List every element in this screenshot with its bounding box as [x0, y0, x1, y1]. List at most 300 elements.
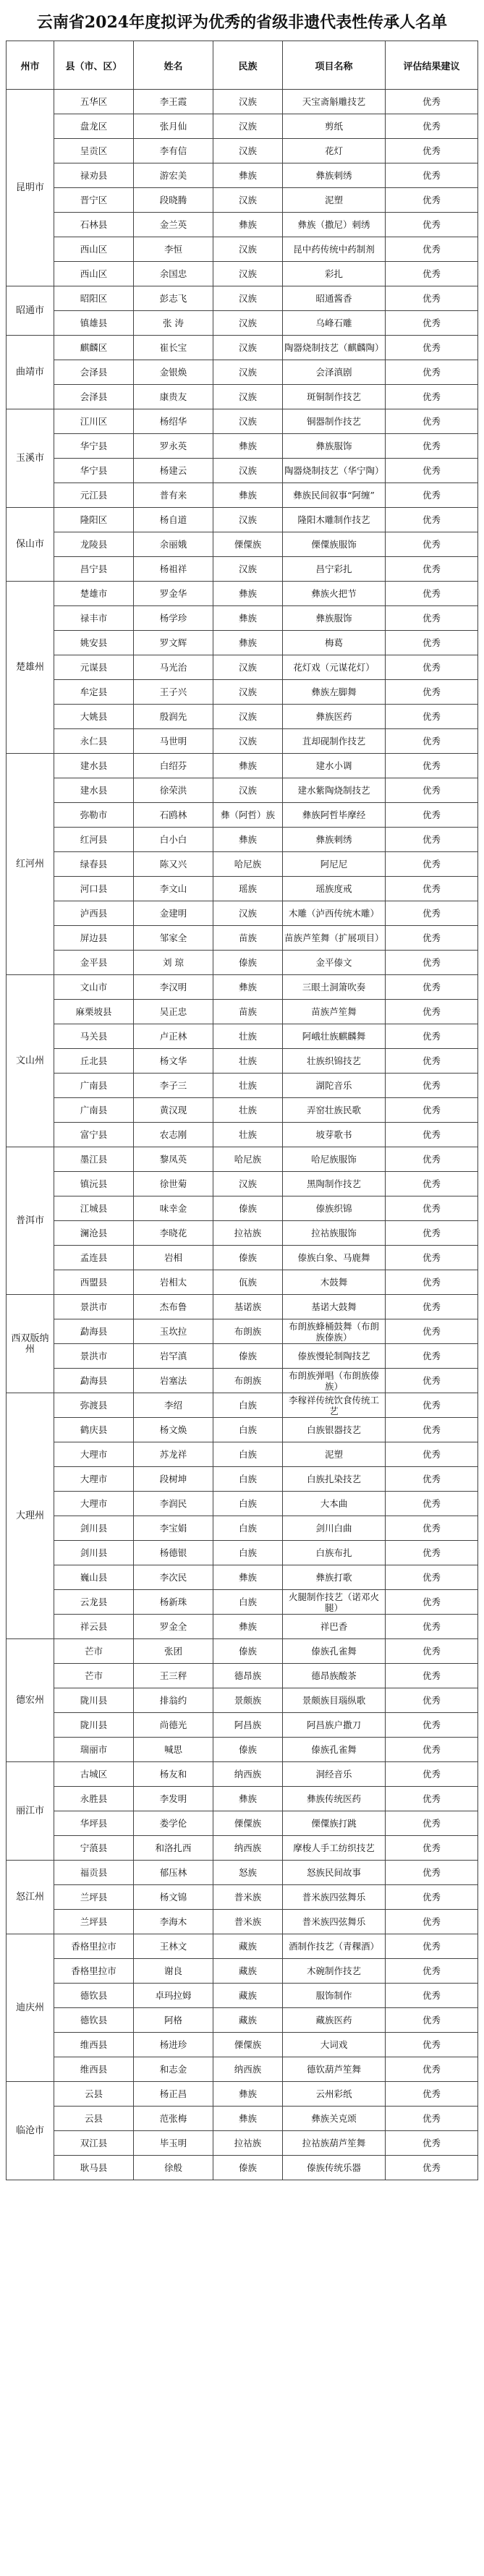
county-cell: 昌宁县 — [54, 557, 134, 582]
table-row — [7, 1098, 478, 1123]
header-ethnicity: 民族 — [213, 41, 283, 90]
project-cell: 哈尼族服饰 — [283, 1147, 386, 1172]
ethnicity-cell: 傣族 — [213, 951, 283, 975]
county-cell: 陇川县 — [54, 1713, 134, 1738]
county-cell: 华宁县 — [54, 459, 134, 483]
result-cell: 优秀 — [386, 360, 478, 385]
name-cell: 杨正昌 — [134, 2082, 213, 2107]
county-cell: 华坪县 — [54, 1811, 134, 1836]
name-cell: 杨进珍 — [134, 2033, 213, 2057]
county-cell: 建水县 — [54, 778, 134, 803]
name-cell: 张 涛 — [134, 311, 213, 336]
name-cell: 李子三 — [134, 1074, 213, 1098]
ethnicity-cell: 汉族 — [213, 262, 283, 286]
table-row — [7, 1688, 478, 1713]
name-cell: 味幸金 — [134, 1196, 213, 1221]
project-cell: 白族银器技艺 — [283, 1418, 386, 1442]
ethnicity-cell: 彝族 — [213, 975, 283, 1000]
county-cell: 红河县 — [54, 828, 134, 852]
project-cell: 梅葛 — [283, 631, 386, 655]
ethnicity-cell: 壮族 — [213, 1074, 283, 1098]
ethnicity-cell: 哈尼族 — [213, 852, 283, 877]
project-cell: 斑铜制作技艺 — [283, 385, 386, 409]
name-cell: 杨自道 — [134, 508, 213, 532]
county-cell: 瑞丽市 — [54, 1738, 134, 1762]
ethnicity-cell: 傈僳族 — [213, 532, 283, 557]
result-cell: 优秀 — [386, 483, 478, 508]
name-cell: 马世明 — [134, 729, 213, 754]
table-row — [7, 2057, 478, 2082]
table-row — [7, 1442, 478, 1467]
project-cell: 白族扎染技艺 — [283, 1467, 386, 1492]
project-cell: 普米族四弦舞乐 — [283, 1885, 386, 1910]
name-cell: 普有来 — [134, 483, 213, 508]
project-cell: 彝族服饰 — [283, 606, 386, 631]
county-cell: 文山市 — [54, 975, 134, 1000]
name-cell: 余丽娥 — [134, 532, 213, 557]
result-cell: 优秀 — [386, 951, 478, 975]
table-row — [7, 336, 478, 360]
result-cell: 优秀 — [386, 1344, 478, 1369]
table-row — [7, 508, 478, 532]
county-cell: 元谋县 — [54, 655, 134, 680]
result-cell: 优秀 — [386, 2107, 478, 2131]
ethnicity-cell: 汉族 — [213, 385, 283, 409]
result-cell: 优秀 — [386, 2033, 478, 2057]
project-cell: 彝族火把节 — [283, 582, 386, 606]
ethnicity-cell: 汉族 — [213, 286, 283, 311]
project-cell: 乌峰石雕 — [283, 311, 386, 336]
ethnicity-cell: 彝族 — [213, 1615, 283, 1639]
prefecture-cell: 德宏州 — [7, 1639, 54, 1762]
county-cell: 石林县 — [54, 213, 134, 237]
result-cell: 优秀 — [386, 1688, 478, 1713]
result-cell: 优秀 — [386, 1098, 478, 1123]
result-cell: 优秀 — [386, 778, 478, 803]
project-cell: 阿尼尼 — [283, 852, 386, 877]
table-row — [7, 532, 478, 557]
name-cell: 徐般 — [134, 2156, 213, 2180]
name-cell: 李汉明 — [134, 975, 213, 1000]
ethnicity-cell: 汉族 — [213, 311, 283, 336]
ethnicity-cell: 汉族 — [213, 237, 283, 262]
name-cell: 杨德银 — [134, 1541, 213, 1565]
county-cell: 宁蒗县 — [54, 1836, 134, 1861]
county-cell: 金平县 — [54, 951, 134, 975]
ethnicity-cell: 阿昌族 — [213, 1713, 283, 1738]
county-cell: 麻栗坡县 — [54, 1000, 134, 1024]
county-cell: 德钦县 — [54, 2008, 134, 2033]
table-header-row — [7, 41, 478, 90]
result-cell: 优秀 — [386, 1319, 478, 1344]
county-cell: 牟定县 — [54, 680, 134, 705]
project-cell: 剑川白曲 — [283, 1516, 386, 1541]
page-title: 云南省2024年度拟评为优秀的省级非遗代表性传承人名单 — [36, 13, 448, 32]
result-cell: 优秀 — [386, 655, 478, 680]
project-cell: 天宝斋斛雕技艺 — [283, 90, 386, 114]
result-cell: 优秀 — [386, 188, 478, 213]
ethnicity-cell: 藏族 — [213, 1959, 283, 1984]
ethnicity-cell: 彝族 — [213, 213, 283, 237]
ethnicity-cell: 苗族 — [213, 926, 283, 951]
ethnicity-cell: 汉族 — [213, 90, 283, 114]
result-cell: 优秀 — [386, 606, 478, 631]
ethnicity-cell: 彝族 — [213, 2107, 283, 2131]
project-cell: 铜器制作技艺 — [283, 409, 386, 434]
county-cell: 兰坪县 — [54, 1885, 134, 1910]
name-cell: 张月仙 — [134, 114, 213, 139]
prefecture-cell: 玉溪市 — [7, 409, 54, 508]
result-cell: 优秀 — [386, 557, 478, 582]
result-cell: 优秀 — [386, 1738, 478, 1762]
county-cell: 西山区 — [54, 237, 134, 262]
ethnicity-cell: 白族 — [213, 1590, 283, 1615]
result-cell: 优秀 — [386, 1024, 478, 1049]
ethnicity-cell: 白族 — [213, 1541, 283, 1565]
county-cell: 麒麟区 — [54, 336, 134, 360]
name-cell: 徐荣洪 — [134, 778, 213, 803]
table-row — [7, 1713, 478, 1738]
project-cell: 金平傣文 — [283, 951, 386, 975]
project-cell: 怒族民间故事 — [283, 1861, 386, 1885]
table-row — [7, 1762, 478, 1787]
name-cell: 李润民 — [134, 1492, 213, 1516]
ethnicity-cell: 汉族 — [213, 557, 283, 582]
result-cell: 优秀 — [386, 877, 478, 901]
county-cell: 华宁县 — [54, 434, 134, 459]
ethnicity-cell: 彝族 — [213, 483, 283, 508]
table-row — [7, 2033, 478, 2057]
ethnicity-cell: 汉族 — [213, 114, 283, 139]
county-cell: 德钦县 — [54, 1984, 134, 2008]
table-row — [7, 1811, 478, 1836]
project-cell: 彝族（撒尼）刺绣 — [283, 213, 386, 237]
project-cell: 彝族刺绣 — [283, 163, 386, 188]
ethnicity-cell: 白族 — [213, 1393, 283, 1418]
prefecture-cell: 红河州 — [7, 754, 54, 975]
name-cell: 彭志飞 — [134, 286, 213, 311]
county-cell: 鹤庆县 — [54, 1418, 134, 1442]
table-row — [7, 1270, 478, 1295]
project-cell: 火腿制作技艺（诺邓火腿） — [283, 1590, 386, 1615]
county-cell: 维西县 — [54, 2033, 134, 2057]
project-cell: 陶器烧制技艺（华宁陶） — [283, 459, 386, 483]
result-cell: 优秀 — [386, 754, 478, 778]
ethnicity-cell: 彝族 — [213, 828, 283, 852]
prefecture-cell: 保山市 — [7, 508, 54, 582]
name-cell: 刘 琼 — [134, 951, 213, 975]
name-cell: 黄汉现 — [134, 1098, 213, 1123]
table-row — [7, 1000, 478, 1024]
name-cell: 玉坎拉 — [134, 1319, 213, 1344]
county-cell: 永胜县 — [54, 1787, 134, 1811]
name-cell: 李晓花 — [134, 1221, 213, 1246]
county-cell: 楚雄市 — [54, 582, 134, 606]
table-row — [7, 286, 478, 311]
ethnicity-cell: 佤族 — [213, 1270, 283, 1295]
name-cell: 岩相 — [134, 1246, 213, 1270]
county-cell: 禄劝县 — [54, 163, 134, 188]
ethnicity-cell: 壮族 — [213, 1049, 283, 1074]
ethnicity-cell: 彝族 — [213, 754, 283, 778]
result-cell: 优秀 — [386, 1369, 478, 1393]
ethnicity-cell: 汉族 — [213, 336, 283, 360]
ethnicity-cell: 汉族 — [213, 508, 283, 532]
header-county: 县（市、区） — [54, 41, 134, 90]
name-cell: 吴正忠 — [134, 1000, 213, 1024]
county-cell: 禄丰市 — [54, 606, 134, 631]
ethnicity-cell: 壮族 — [213, 1123, 283, 1147]
result-cell: 优秀 — [386, 1590, 478, 1615]
county-cell: 大理市 — [54, 1492, 134, 1516]
name-cell: 石鸥林 — [134, 803, 213, 828]
project-cell: 彝族阿哲毕摩经 — [283, 803, 386, 828]
prefecture-cell: 曲靖市 — [7, 336, 54, 409]
project-cell: 傣族传统乐器 — [283, 2156, 386, 2180]
ethnicity-cell: 景颇族 — [213, 1688, 283, 1713]
result-cell: 优秀 — [386, 114, 478, 139]
table-row — [7, 655, 478, 680]
ethnicity-cell: 普米族 — [213, 1885, 283, 1910]
name-cell: 李恒 — [134, 237, 213, 262]
ethnicity-cell: 汉族 — [213, 680, 283, 705]
table-row — [7, 385, 478, 409]
ethnicity-cell: 白族 — [213, 1492, 283, 1516]
name-cell: 罗文辉 — [134, 631, 213, 655]
county-cell: 维西县 — [54, 2057, 134, 2082]
table-row — [7, 1565, 478, 1590]
project-cell: 摩梭人手工纺织技艺 — [283, 1836, 386, 1861]
result-cell: 优秀 — [386, 1516, 478, 1541]
name-cell: 游宏美 — [134, 163, 213, 188]
table-row — [7, 1885, 478, 1910]
prefecture-cell: 楚雄州 — [7, 582, 54, 754]
table-row — [7, 975, 478, 1000]
county-cell: 龙陵县 — [54, 532, 134, 557]
ethnicity-cell: 傣族 — [213, 1246, 283, 1270]
result-cell: 优秀 — [386, 532, 478, 557]
project-cell: 彝族左脚舞 — [283, 680, 386, 705]
project-cell: 大本曲 — [283, 1492, 386, 1516]
table-row — [7, 2156, 478, 2180]
name-cell: 段树坤 — [134, 1467, 213, 1492]
county-cell: 会泽县 — [54, 360, 134, 385]
name-cell: 罗永英 — [134, 434, 213, 459]
result-cell: 优秀 — [386, 1418, 478, 1442]
project-cell: 彝族传统医药 — [283, 1787, 386, 1811]
county-cell: 云龙县 — [54, 1590, 134, 1615]
ethnicity-cell: 彝族 — [213, 1565, 283, 1590]
result-cell: 优秀 — [386, 1049, 478, 1074]
county-cell: 大姚县 — [54, 705, 134, 729]
result-cell: 优秀 — [386, 139, 478, 163]
project-cell: 德钦葫芦笙舞 — [283, 2057, 386, 2082]
header-prefecture: 州市 — [7, 41, 54, 90]
name-cell: 岩相太 — [134, 1270, 213, 1295]
county-cell: 云县 — [54, 2082, 134, 2107]
name-cell: 白小白 — [134, 828, 213, 852]
project-cell: 彝族关克颂 — [283, 2107, 386, 2131]
result-cell: 优秀 — [386, 975, 478, 1000]
name-cell: 殷润先 — [134, 705, 213, 729]
name-cell: 郁压林 — [134, 1861, 213, 1885]
result-cell: 优秀 — [386, 1762, 478, 1787]
ethnicity-cell: 汉族 — [213, 409, 283, 434]
name-cell: 李绍 — [134, 1393, 213, 1418]
project-cell: 昭通酱香 — [283, 286, 386, 311]
table-row — [7, 1541, 478, 1565]
table-row — [7, 1861, 478, 1885]
table-row — [7, 139, 478, 163]
name-cell: 娄学伦 — [134, 1811, 213, 1836]
name-cell: 段晓腾 — [134, 188, 213, 213]
county-cell: 广南县 — [54, 1098, 134, 1123]
name-cell: 杨文焕 — [134, 1418, 213, 1442]
project-cell: 酒制作技艺（青稞酒） — [283, 1934, 386, 1959]
table-row — [7, 1147, 478, 1172]
prefecture-cell: 西双版纳州 — [7, 1295, 54, 1393]
project-cell: 服饰制作 — [283, 1984, 386, 2008]
header-project: 项目名称 — [283, 41, 386, 90]
result-cell: 优秀 — [386, 311, 478, 336]
project-cell: 昆中药传统中药制剂 — [283, 237, 386, 262]
table-row — [7, 1221, 478, 1246]
project-cell: 湖陀音乐 — [283, 1074, 386, 1098]
ethnicity-cell: 普米族 — [213, 1910, 283, 1934]
project-cell: 洞经音乐 — [283, 1762, 386, 1787]
name-cell: 谢良 — [134, 1959, 213, 1984]
ethnicity-cell: 基诺族 — [213, 1295, 283, 1319]
project-cell: 彩扎 — [283, 262, 386, 286]
table-row — [7, 2107, 478, 2131]
project-cell: 傣族慢轮制陶技艺 — [283, 1344, 386, 1369]
project-cell: 阿昌族户撒刀 — [283, 1713, 386, 1738]
result-cell: 优秀 — [386, 631, 478, 655]
ethnicity-cell: 彝族 — [213, 2082, 283, 2107]
table-row — [7, 459, 478, 483]
county-cell: 勐海县 — [54, 1319, 134, 1344]
table-row — [7, 926, 478, 951]
ethnicity-cell: 彝（阿哲）族 — [213, 803, 283, 828]
county-cell: 马关县 — [54, 1024, 134, 1049]
project-cell: 弄窑壮族民歌 — [283, 1098, 386, 1123]
result-cell: 优秀 — [386, 1787, 478, 1811]
ethnicity-cell: 汉族 — [213, 778, 283, 803]
project-cell: 布朗族弹唱（布朗族傣族） — [283, 1369, 386, 1393]
county-cell: 姚安县 — [54, 631, 134, 655]
table-row — [7, 1516, 478, 1541]
result-cell: 优秀 — [386, 1196, 478, 1221]
table-row — [7, 1369, 478, 1393]
ethnicity-cell: 汉族 — [213, 459, 283, 483]
project-cell: 苗族芦笙舞（扩展项目） — [283, 926, 386, 951]
name-cell: 杨友和 — [134, 1762, 213, 1787]
prefecture-cell: 普洱市 — [7, 1147, 54, 1295]
ethnicity-cell: 汉族 — [213, 139, 283, 163]
table-body — [7, 90, 478, 2180]
county-cell: 巍山县 — [54, 1565, 134, 1590]
project-cell: 傣族孔雀舞 — [283, 1639, 386, 1664]
ethnicity-cell: 白族 — [213, 1516, 283, 1541]
name-cell: 卓玛拉姆 — [134, 1984, 213, 2008]
result-cell: 优秀 — [386, 508, 478, 532]
ethnicity-cell: 拉祜族 — [213, 2131, 283, 2156]
table-row — [7, 434, 478, 459]
name-cell: 杨新珠 — [134, 1590, 213, 1615]
project-cell: 彝族民间叙事“阿缠” — [283, 483, 386, 508]
county-cell: 陇川县 — [54, 1688, 134, 1713]
county-cell: 元江县 — [54, 483, 134, 508]
table-row — [7, 483, 478, 508]
ethnicity-cell: 彝族 — [213, 163, 283, 188]
county-cell: 晋宁区 — [54, 188, 134, 213]
name-cell: 金银焕 — [134, 360, 213, 385]
name-cell: 李次民 — [134, 1565, 213, 1590]
result-cell: 优秀 — [386, 852, 478, 877]
table-row — [7, 1196, 478, 1221]
table-row — [7, 557, 478, 582]
project-cell: 李稼祥传统饮食传统工艺 — [283, 1393, 386, 1418]
ethnicity-cell: 怒族 — [213, 1861, 283, 1885]
project-cell: 彝族医药 — [283, 705, 386, 729]
result-cell: 优秀 — [386, 1934, 478, 1959]
result-cell: 优秀 — [386, 803, 478, 828]
table-row — [7, 213, 478, 237]
table-row — [7, 1024, 478, 1049]
project-cell: 布朗族蜂桶鼓舞（布朗族傣族） — [283, 1319, 386, 1344]
county-cell: 古城区 — [54, 1762, 134, 1787]
table-row — [7, 1639, 478, 1664]
result-cell: 优秀 — [386, 1713, 478, 1738]
ethnicity-cell: 哈尼族 — [213, 1147, 283, 1172]
project-cell: 花灯 — [283, 139, 386, 163]
table-row — [7, 852, 478, 877]
table-row — [7, 631, 478, 655]
result-cell: 优秀 — [386, 286, 478, 311]
table-row — [7, 803, 478, 828]
project-cell: 傈僳族打跳 — [283, 1811, 386, 1836]
county-cell: 芒市 — [54, 1664, 134, 1688]
county-cell: 墨江县 — [54, 1147, 134, 1172]
result-cell: 优秀 — [386, 1910, 478, 1934]
county-cell: 绿春县 — [54, 852, 134, 877]
prefecture-cell: 文山州 — [7, 975, 54, 1147]
project-cell: 彝族服饰 — [283, 434, 386, 459]
project-cell: 苴却砚制作技艺 — [283, 729, 386, 754]
county-cell: 屏边县 — [54, 926, 134, 951]
county-cell: 西山区 — [54, 262, 134, 286]
ethnicity-cell: 白族 — [213, 1418, 283, 1442]
project-cell: 阿峨壮族麒麟舞 — [283, 1024, 386, 1049]
prefecture-cell: 迪庆州 — [7, 1934, 54, 2082]
result-cell: 优秀 — [386, 1393, 478, 1418]
county-cell: 剑川县 — [54, 1541, 134, 1565]
project-cell: 隆阳木雕制作技艺 — [283, 508, 386, 532]
ethnicity-cell: 傣族 — [213, 1639, 283, 1664]
name-cell: 王三秤 — [134, 1664, 213, 1688]
project-cell: 拉祜族葫芦笙舞 — [283, 2131, 386, 2156]
result-cell: 优秀 — [386, 2057, 478, 2082]
result-cell: 优秀 — [386, 1984, 478, 2008]
project-cell: 泥塑 — [283, 188, 386, 213]
result-cell: 优秀 — [386, 1959, 478, 1984]
project-cell: 花灯戏（元谋花灯） — [283, 655, 386, 680]
project-cell: 傣族白象、马鹿舞 — [283, 1246, 386, 1270]
result-cell: 优秀 — [386, 434, 478, 459]
table-row — [7, 262, 478, 286]
table-row — [7, 2131, 478, 2156]
ethnicity-cell: 藏族 — [213, 1984, 283, 2008]
